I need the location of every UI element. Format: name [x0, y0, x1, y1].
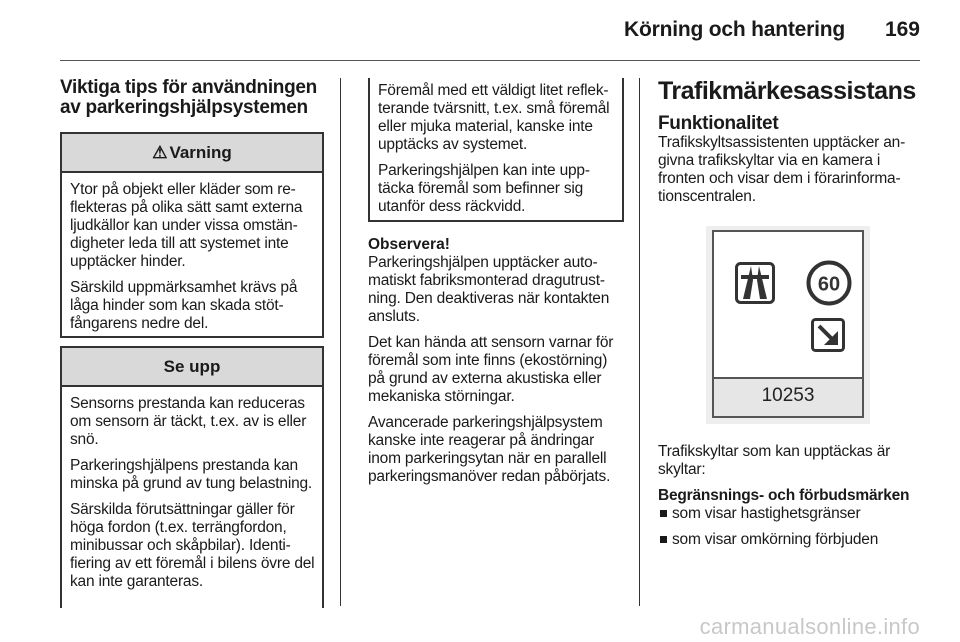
list-item: som visar omkörning förbjuden	[658, 531, 922, 549]
watermark: carmanualsonline.info	[699, 614, 920, 639]
box-paragraph: Föremål med ett väldigt litet reflekterande tvärsnitt, t.ex. små föremål eller mjuka material, kanske inte upptäcks av systemet.	[378, 82, 610, 153]
warning-box-header	[62, 134, 322, 173]
list-title: Begränsnings- och förbudsmärken	[658, 487, 910, 504]
caution-box	[60, 346, 324, 608]
caution-paragraph: Sensorns prestanda kan reduceras om sensorn är täckt, t.ex. av is eller snö.	[70, 395, 307, 448]
note-title: Observera!	[368, 236, 450, 253]
speed-limit-value: 60	[817, 273, 841, 296]
section-title: Trafikmärkesassistans	[658, 77, 916, 105]
note-paragraph: Avancerade parkeringshjälpsystem kanske inte reagerar på ändringar inom parkeringsytan när en parallell parkeringsmanöver redan påbörjats.	[368, 414, 611, 485]
intro-paragraph: Trafikskyltsassistenten upptäcker angivna trafikskyltar via en kamera i fronten och visar dem i förarinformationscentralen.	[658, 134, 906, 205]
column-divider-2	[639, 78, 640, 606]
motorway-sign-icon	[735, 262, 775, 304]
column-2	[368, 78, 624, 486]
subsection-title: Funktionalitet	[658, 113, 779, 134]
warning-paragraph: Ytor på objekt eller kläder som reflekteras på olika sätt samt externa ljudkällor kan under vissa omständigheter leda till att systemet inte upptäcker hinder.	[70, 181, 303, 270]
warning-paragraph: Särskild uppmärksamhet krävs på låga hinder som kan skada stötfångarens nedre del.	[70, 279, 298, 332]
note-paragraph: Det kan hända att sensorn varnar för föremål som inte finns (ekostörning) på grund av externa akustiska eller mekaniska störningar.	[368, 334, 614, 405]
page-number: 169	[884, 18, 920, 41]
bullet-list	[658, 505, 922, 549]
figure-code: 10253	[761, 385, 815, 406]
caution-paragraph: Särskilda förutsättningar gäller för höga fordon (t.ex. terrängfordon, minibussar och skåpbilar). Identifiering av ett föremål i bilens övre del kan inte garanteras.	[70, 501, 315, 590]
column-1	[60, 78, 324, 608]
box-paragraph: Parkeringshjälpen kan inte upptäcka föremål som befinner sig utanför dess räckvidd.	[378, 162, 591, 215]
header-rule	[60, 60, 920, 61]
display-panel	[712, 230, 864, 418]
section-heading: Viktiga tips för användningen av parkeringshjälpsystemen	[60, 77, 317, 118]
column-divider-1	[340, 78, 341, 606]
column-3	[658, 77, 922, 548]
page-header	[0, 0, 960, 62]
arrow-down-right-icon	[811, 318, 845, 352]
note-paragraph: Parkeringshjälpen upptäcker automatiskt fabriksmonterad dragutrustning. Den deaktiveras när kontakten ansluts.	[368, 254, 610, 325]
warning-title: Varning	[169, 142, 232, 162]
warning-box	[60, 132, 324, 338]
list-item: som visar hastighetsgränser	[658, 505, 922, 523]
caution-paragraph: Parkeringshjälpens prestanda kan minska på grund av tung belastning.	[70, 457, 313, 492]
chapter-title: Körning och hantering	[624, 18, 845, 41]
continued-warning-box	[368, 78, 624, 222]
caution-box-header	[62, 348, 322, 387]
display-illustration	[706, 226, 870, 424]
warning-icon: ⚠	[152, 142, 168, 162]
speed-limit-sign-icon	[806, 260, 852, 306]
caution-title: Se upp	[163, 356, 221, 376]
body-paragraph: Trafikskyltar som kan upptäckas är skyltar:	[658, 443, 891, 478]
